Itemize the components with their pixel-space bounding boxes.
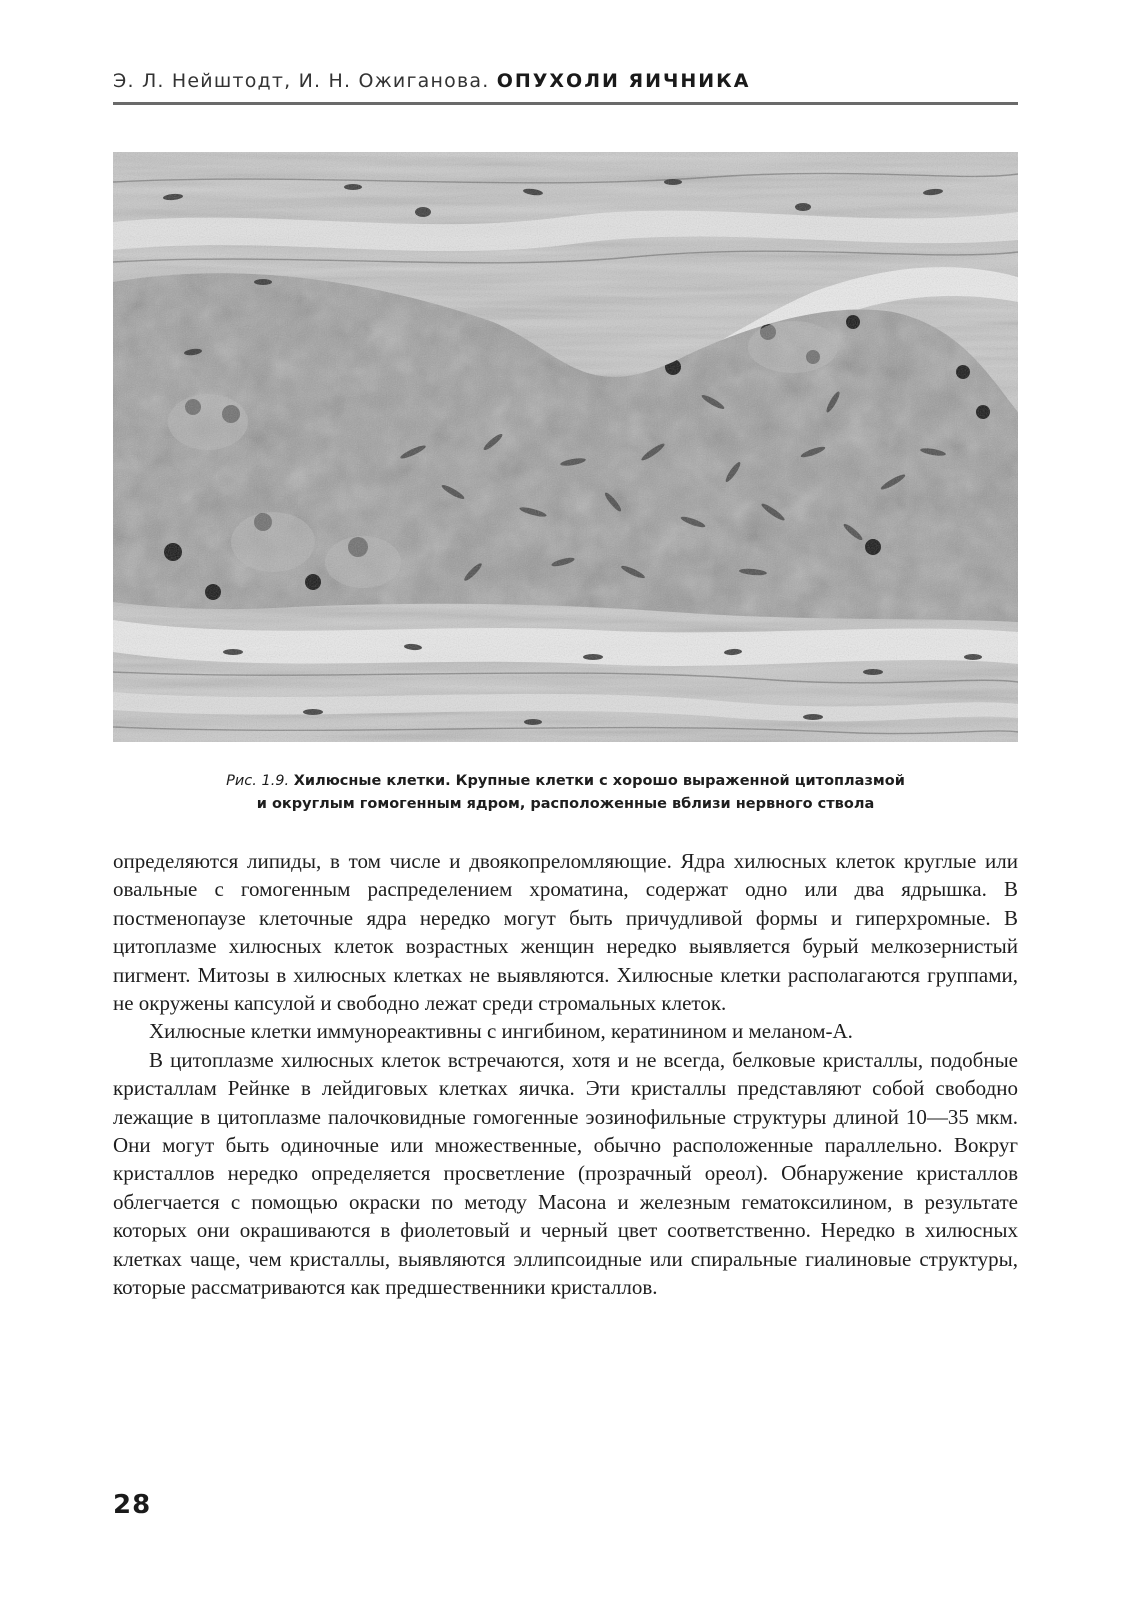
body-text — [113, 847, 1018, 1302]
paragraph-3: В цитоплазме хилюсных клеток встречаются, хотя и не всегда, белковые кристаллы, подобные кристаллам Рейнке в лейдиговых клетках яичка. Эти кристаллы представляют собой свободно лежащие в цитоплазме палочковидные гомогенные эозинофильные структуры длиной 10—35 мкм. Они могут быть одиночные или множественные, обычно расположенные параллельно. Вокруг кристаллов нередко определяется просветление (прозрачный ореол). Обнаружение кристаллов облегчается с помощью окраски по методу Масона и железным гематоксилином, в результате которых они окрашиваются в фиолетовый и черный цвет соответственно. Нередко в хилюсных клетках чаще, чем кристаллы, выявляются эллипсоидные или спиральные гиалиновые структуры, которые рассматриваются как предшественники кристаллов. — [113, 1047, 1018, 1300]
caption-label: Рис. 1.9. — [226, 773, 290, 789]
header-authors: Э. Л. Нейштодт, И. Н. Ожиганова. — [113, 70, 490, 92]
paragraph-2: Хилюсные клетки иммунореактивны с ингибином, кератинином и меланом-А. — [149, 1019, 853, 1044]
figure-caption — [113, 770, 1018, 816]
caption-line-1 — [113, 770, 1018, 793]
page-number: 28 — [113, 1490, 152, 1520]
paragraph-1: определяются липиды, в том числе и двоякопреломляющие. Ядра хилюсных клеток круглые или овальные с гомогенным распределением хроматина, содержат одно или два ядрышка. В постменопаузе клеточные ядра нередко могут быть причудливой формы и гиперхромные. В цитоплазме хилюсных клеток возрастных женщин нередко выявляется бурый мелкозернистый пигмент. Митозы в хилюсных клетках не выявляются. Хилюсные клетки располагаются группами, не окружены капсулой и свободно лежат среди стромальных клеток. — [113, 849, 1018, 1016]
caption-text-2: и округлым гомогенным ядром, расположенные вблизи нервного ствола — [256, 796, 875, 812]
caption-text-1: Хилюсные клетки. Крупные клетки с хорошо выраженной цитоплазмой — [293, 773, 905, 789]
header-rule — [113, 102, 1018, 105]
running-head — [113, 70, 1018, 92]
micrograph-image — [113, 152, 1018, 742]
figure-micrograph — [113, 152, 1018, 742]
header-book-title: ОПУХОЛИ ЯИЧНИКА — [496, 70, 751, 92]
